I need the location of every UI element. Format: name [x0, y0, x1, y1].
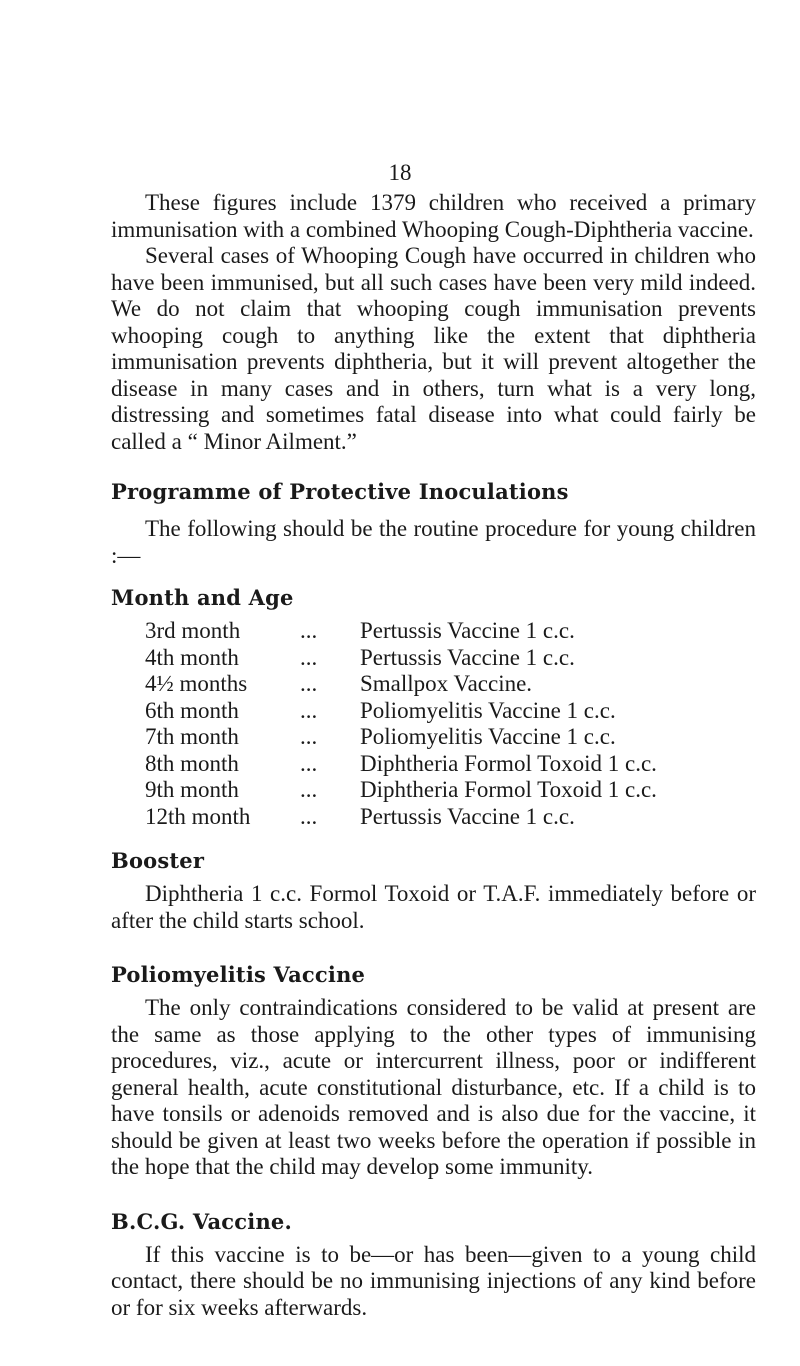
schedule-vaccine: Diphtheria Formol Toxoid 1 c.c. [360, 777, 657, 802]
schedule-dots: ... [300, 671, 318, 696]
intro-paragraph-1: These figures include 1379 children who received a primary immunisation with a combined Whooping Cough-Diphtheria vaccine. [111, 190, 756, 242]
schedule-row [145, 671, 756, 698]
programme-intro: The following should be the routine procedure for young children :— [111, 516, 756, 568]
schedule-age: 4½ months [145, 671, 248, 696]
schedule-row [145, 698, 756, 725]
schedule-row [145, 777, 756, 804]
programme-heading: Programme of Protective Inoculations [111, 479, 569, 504]
schedule-vaccine: Diphtheria Formol Toxoid 1 c.c. [360, 750, 657, 776]
bcg-heading: B.C.G. Vaccine. [111, 1208, 292, 1234]
booster-text: Diphtheria 1 c.c. Formol Toxoid or T.A.F. immediately before or after the child starts school. [111, 881, 756, 933]
schedule-vaccine: Pertussis Vaccine 1 c.c. [360, 618, 575, 643]
intro-paragraph-2: Several cases of Whooping Cough have occurred in children who have been immunised, but all such cases have been very mild indeed. We do not claim that whooping cough immunisation prevents whooping cough to anything like the extent that diphtheria immunisation prevents diphtheria, but it will prevent altogether the disease in many cases and in others, turn what is a very long, distressing and sometimes fatal disease into what could fairly be called a “ Minor Ailment.” [111, 243, 756, 454]
schedule-vaccine: Pertussis Vaccine 1 c.c. [360, 644, 575, 670]
schedule-row [145, 804, 756, 831]
polio-text: The only contraindications considered to be valid at present are the same as those applying to the other types of immunising procedures, viz., acute or intercurrent illness, poor or indifferent general health, acute constitutional disturbance, etc. If a child is to have tonsils or adenoids removed and is also due for the vaccine, it should be given at least two weeks before the operation if possible in the hope that the child may develop some immunity. [111, 995, 756, 1179]
schedule-dots: ... [300, 750, 318, 776]
polio-heading: Poliomyelitis Vaccine [111, 962, 366, 987]
schedule-dots: ... [300, 644, 318, 670]
schedule-dots: ... [300, 803, 318, 829]
schedule-age: 8th month [145, 750, 239, 776]
schedule-age: 12th month [145, 803, 251, 829]
schedule-vaccine: Poliomyelitis Vaccine 1 c.c. [360, 697, 616, 723]
schedule-subheading: Month and Age [111, 585, 294, 610]
schedule-age: 9th month [145, 777, 239, 802]
schedule-row [145, 645, 756, 672]
schedule-vaccine: Smallpox Vaccine. [360, 671, 533, 696]
schedule-row [145, 618, 756, 645]
schedule-row [145, 724, 756, 751]
schedule-dots: ... [300, 777, 318, 802]
schedule-age: 7th month [145, 724, 239, 749]
schedule-dots: ... [300, 697, 318, 723]
page-number: 18 [388, 160, 412, 185]
schedule-vaccine: Pertussis Vaccine 1 c.c. [360, 803, 575, 829]
schedule-age: 6th month [145, 697, 239, 723]
schedule-dots: ... [300, 618, 318, 643]
booster-heading: Booster [111, 848, 205, 873]
schedule-age: 3rd month [145, 618, 241, 643]
schedule-dots: ... [300, 724, 318, 749]
bcg-text: If this vaccine is to be—or has been—given to a young child contact, there should be no immunising injections of any kind before or for six weeks afterwards. [111, 1241, 756, 1320]
schedule-row [145, 751, 756, 778]
page-body [111, 190, 756, 1321]
schedule-table [145, 618, 756, 830]
schedule-age: 4th month [145, 644, 239, 670]
schedule-vaccine: Poliomyelitis Vaccine 1 c.c. [360, 724, 616, 749]
